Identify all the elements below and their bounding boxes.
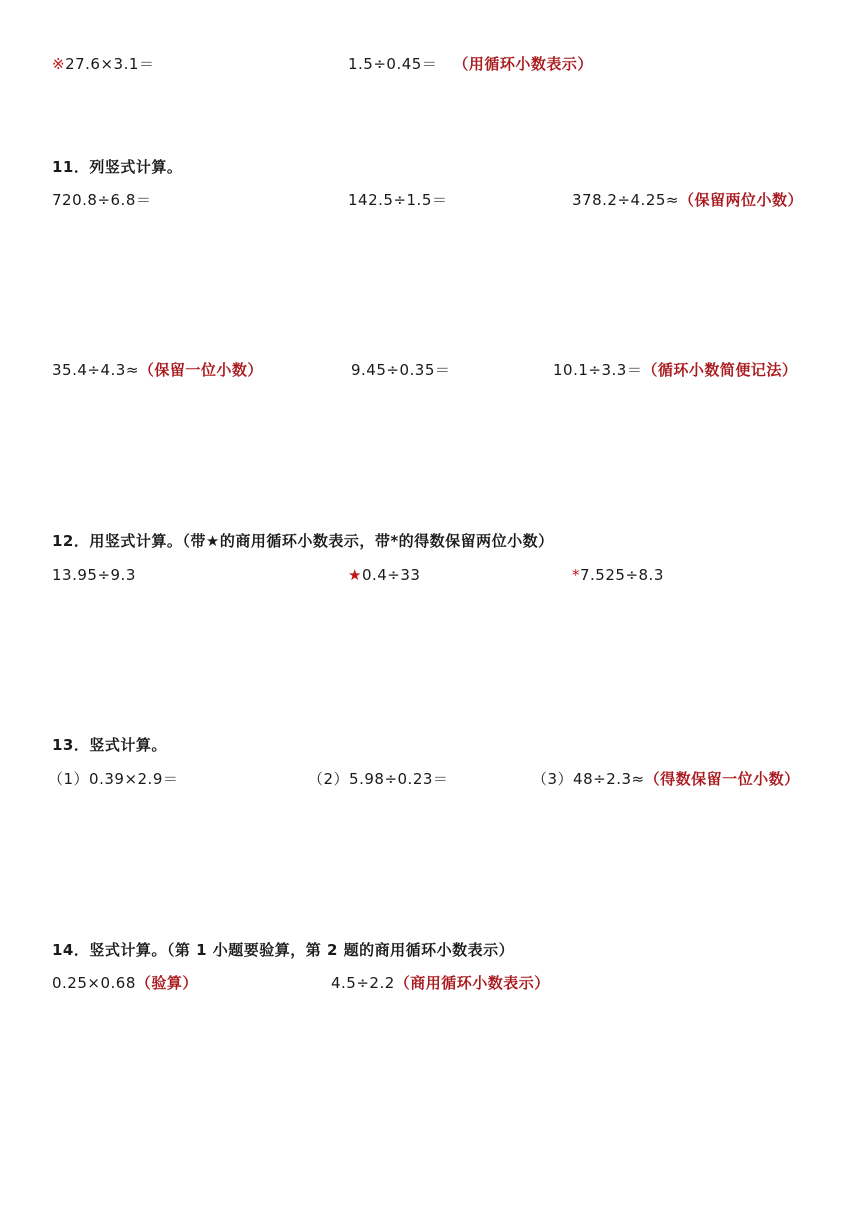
- expression: 378.2÷4.25≈: [572, 191, 679, 209]
- q13-problem-2: [308, 769, 448, 789]
- expression: 13.95÷9.3: [52, 566, 136, 584]
- instruction-note: （循环小数简便记法）: [642, 361, 798, 379]
- q13-problem-1: [48, 769, 178, 789]
- expression: 27.6×3.1＝: [65, 55, 155, 73]
- expression: 0.4÷33: [361, 566, 421, 584]
- problem-27-6-times-3-1: [52, 54, 154, 74]
- star-icon: ★: [348, 566, 362, 584]
- instruction-note: （得数保留一位小数）: [644, 770, 800, 788]
- q14-problem-2: [331, 973, 550, 993]
- expression: （3）48÷2.3≈: [532, 770, 645, 788]
- expression: 9.45÷0.35＝: [351, 361, 451, 379]
- problem-1-5-div-0-45: [348, 54, 593, 74]
- expression: （1）0.39×2.9＝: [48, 770, 179, 788]
- expression: 0.25×0.68: [52, 974, 136, 992]
- instruction-note: （商用循环小数表示）: [394, 974, 550, 992]
- expression: 4.5÷2.2: [331, 974, 395, 992]
- q13-problem-3: [532, 769, 800, 789]
- q11-problem-6: [553, 360, 797, 380]
- expression: 142.5÷1.5＝: [348, 191, 448, 209]
- question-13-title: 13．竖式计算。: [52, 736, 167, 754]
- instruction-note: （保留两位小数）: [678, 191, 803, 209]
- asterisk-icon: *: [572, 566, 580, 584]
- expression: 10.1÷3.3＝: [553, 361, 643, 379]
- q11-problem-1: [52, 190, 151, 210]
- q12-problem-3: [572, 565, 664, 585]
- q11-problem-2: [348, 190, 447, 210]
- title-part-1: 12．用竖式计算。（带: [52, 532, 206, 550]
- q14-problem-1: [52, 973, 198, 993]
- question-12-title: [52, 531, 554, 551]
- title-part-2: 的商用循环小数表示，带*的得数保留两位小数）: [219, 532, 554, 550]
- q12-problem-1: [52, 565, 136, 585]
- q11-problem-5: [351, 360, 450, 380]
- star-icon: ★: [205, 532, 220, 550]
- q11-problem-4: [52, 360, 263, 380]
- expression: 720.8÷6.8＝: [52, 191, 152, 209]
- q11-problem-3: [572, 190, 803, 210]
- expression: 7.525÷8.3: [580, 566, 664, 584]
- question-11-title: 11．列竖式计算。: [52, 158, 183, 176]
- question-14-title: 14．竖式计算。（第 1 小题要验算，第 2 题的商用循环小数表示）: [52, 941, 515, 959]
- instruction-note: （保留一位小数）: [138, 361, 263, 379]
- expression: （2）5.98÷0.23＝: [308, 770, 449, 788]
- reference-mark-icon: ※: [52, 55, 66, 73]
- q12-problem-2: [348, 565, 420, 585]
- instruction-note: （用循环小数表示）: [453, 55, 593, 73]
- expression: 1.5÷0.45＝: [348, 55, 438, 73]
- expression: 35.4÷4.3≈: [52, 361, 139, 379]
- instruction-note: （验算）: [135, 974, 198, 992]
